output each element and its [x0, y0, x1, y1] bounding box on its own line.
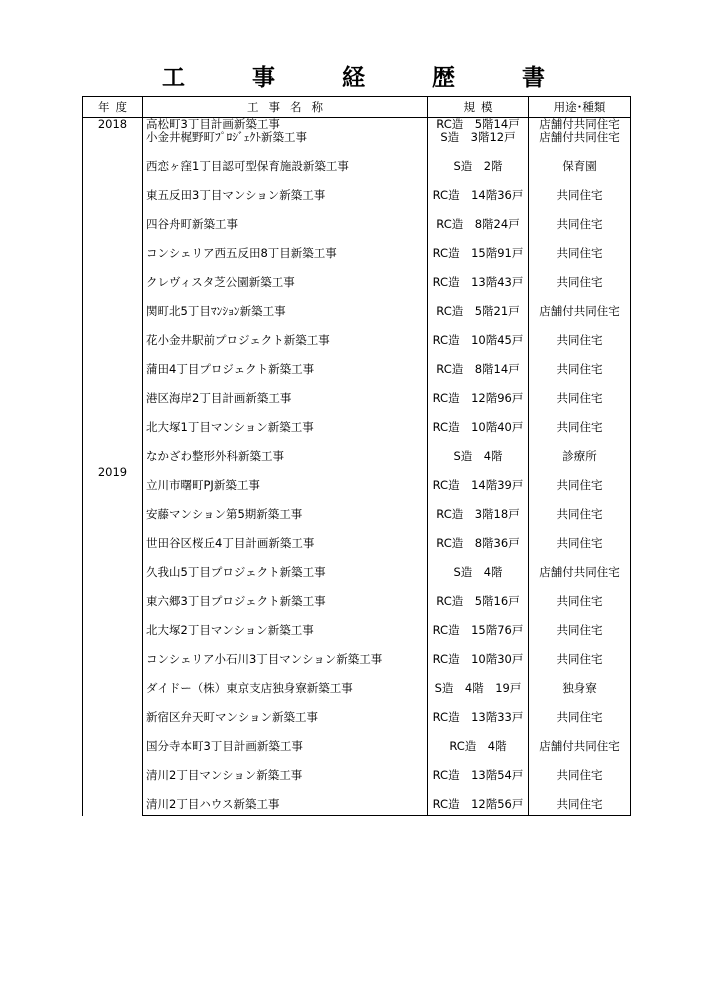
table-row [83, 565, 631, 594]
table-row [83, 681, 631, 710]
project-use: 店舗付共同住宅 [529, 130, 631, 159]
header-year: 年度 [83, 97, 143, 118]
table-row [83, 188, 631, 217]
project-use: 診療所 [529, 449, 631, 478]
project-scale: RC造 8階24戸 [428, 217, 529, 246]
project-use: 共同住宅 [529, 217, 631, 246]
project-name: 東六郷3丁目プロジェクト新築工事 [143, 594, 428, 623]
table-row [83, 594, 631, 623]
project-name: 立川市曙町PJ新築工事 [143, 478, 428, 507]
project-name: 花小金井駅前プロジェクト新築工事 [143, 333, 428, 362]
project-use: 共同住宅 [529, 391, 631, 420]
project-name: 蒲田4丁目プロジェクト新築工事 [143, 362, 428, 391]
project-scale: RC造 5階16戸 [428, 594, 529, 623]
table-row [83, 710, 631, 739]
project-name: ダイドー（株）東京支店独身寮新築工事 [143, 681, 428, 710]
project-name: コンシェリア西五反田8丁目新築工事 [143, 246, 428, 275]
project-scale: RC造 10階45戸 [428, 333, 529, 362]
table-row [83, 449, 631, 478]
table-row [83, 768, 631, 797]
year-cell: 2018 [83, 118, 143, 131]
project-scale: RC造 10階40戸 [428, 420, 529, 449]
project-use: 共同住宅 [529, 246, 631, 275]
project-scale: RC造 10階30戸 [428, 652, 529, 681]
table-row [83, 420, 631, 449]
project-name: 清川2丁目ハウス新築工事 [143, 797, 428, 816]
project-name: なかざわ整形外科新築工事 [143, 449, 428, 478]
year-cell: 2019 [83, 130, 143, 816]
table-row [83, 275, 631, 304]
table-row [83, 797, 631, 816]
project-scale: RC造 12階56戸 [428, 797, 529, 816]
table-row [83, 362, 631, 391]
table-row [83, 130, 631, 159]
table-row [83, 217, 631, 246]
table-row [83, 118, 631, 131]
table-row [83, 391, 631, 420]
header-use: 用途･種類 [529, 97, 631, 118]
project-use: 共同住宅 [529, 797, 631, 816]
project-name: クレヴィスタ芝公園新築工事 [143, 275, 428, 304]
project-scale: RC造 12階96戸 [428, 391, 529, 420]
project-name: 東五反田3丁目マンション新築工事 [143, 188, 428, 217]
project-scale: RC造 15階76戸 [428, 623, 529, 652]
project-use: 共同住宅 [529, 275, 631, 304]
project-use: 共同住宅 [529, 536, 631, 565]
header-scale: 規模 [428, 97, 529, 118]
project-use: 共同住宅 [529, 478, 631, 507]
project-use: 保育園 [529, 159, 631, 188]
project-use: 共同住宅 [529, 594, 631, 623]
project-scale: RC造 5階21戸 [428, 304, 529, 333]
table-row [83, 478, 631, 507]
project-scale: S造 4階 19戸 [428, 681, 529, 710]
project-name: 四谷舟町新築工事 [143, 217, 428, 246]
project-use: 共同住宅 [529, 362, 631, 391]
project-name: 安藤マンション第5期新築工事 [143, 507, 428, 536]
project-scale: RC造 8階36戸 [428, 536, 529, 565]
project-scale: S造 3階12戸 [428, 130, 529, 159]
project-scale: RC造 3階18戸 [428, 507, 529, 536]
project-scale: RC造 4階 [428, 739, 529, 768]
project-scale: RC造 15階91戸 [428, 246, 529, 275]
table-row [83, 739, 631, 768]
project-use: 共同住宅 [529, 420, 631, 449]
project-scale: RC造 14階36戸 [428, 188, 529, 217]
project-name: 港区海岸2丁目計画新築工事 [143, 391, 428, 420]
project-scale: S造 4階 [428, 449, 529, 478]
table-row [83, 333, 631, 362]
project-use: 共同住宅 [529, 652, 631, 681]
project-name: 国分寺本町3丁目計画新築工事 [143, 739, 428, 768]
table-row [83, 623, 631, 652]
table-row [83, 652, 631, 681]
project-name: 小金井梶野町ﾌﾟﾛｼﾞｪｸﾄ新築工事 [143, 130, 428, 159]
table-row [83, 507, 631, 536]
project-scale: RC造 14階39戸 [428, 478, 529, 507]
project-use: 独身寮 [529, 681, 631, 710]
project-name: 北大塚1丁目マンション新築工事 [143, 420, 428, 449]
project-use: 共同住宅 [529, 333, 631, 362]
project-scale: RC造 13階33戸 [428, 710, 529, 739]
project-name: 北大塚2丁目マンション新築工事 [143, 623, 428, 652]
page-title: 工 事 経 歴 書 [162, 65, 567, 91]
project-name: 久我山5丁目プロジェクト新築工事 [143, 565, 428, 594]
project-use: 共同住宅 [529, 623, 631, 652]
project-name: 新宿区弁天町マンション新築工事 [143, 710, 428, 739]
construction-history-table [82, 96, 631, 816]
project-name: コンシェリア小石川3丁目マンション新築工事 [143, 652, 428, 681]
project-name: 高松町3丁目計画新築工事 [143, 118, 428, 131]
table-row [83, 159, 631, 188]
table-row [83, 304, 631, 333]
project-use: 共同住宅 [529, 710, 631, 739]
project-use: 店舗付共同住宅 [529, 565, 631, 594]
header-name: 工事名称 [143, 97, 428, 118]
header-row [83, 97, 631, 118]
project-name: 世田谷区桜丘4丁目計画新築工事 [143, 536, 428, 565]
project-scale: S造 4階 [428, 565, 529, 594]
project-use: 店舗付共同住宅 [529, 118, 631, 131]
project-scale: RC造 13階43戸 [428, 275, 529, 304]
project-scale: RC造 13階54戸 [428, 768, 529, 797]
project-use: 店舗付共同住宅 [529, 739, 631, 768]
project-use: 店舗付共同住宅 [529, 304, 631, 333]
project-use: 共同住宅 [529, 507, 631, 536]
project-scale: RC造 5階14戸 [428, 118, 529, 131]
table-row [83, 246, 631, 275]
project-name: 関町北5丁目ﾏﾝｼｮﾝ新築工事 [143, 304, 428, 333]
project-use: 共同住宅 [529, 768, 631, 797]
project-scale: S造 2階 [428, 159, 529, 188]
project-name: 西恋ヶ窪1丁目認可型保育施設新築工事 [143, 159, 428, 188]
project-name: 清川2丁目マンション新築工事 [143, 768, 428, 797]
table-row [83, 536, 631, 565]
project-scale: RC造 8階14戸 [428, 362, 529, 391]
project-use: 共同住宅 [529, 188, 631, 217]
